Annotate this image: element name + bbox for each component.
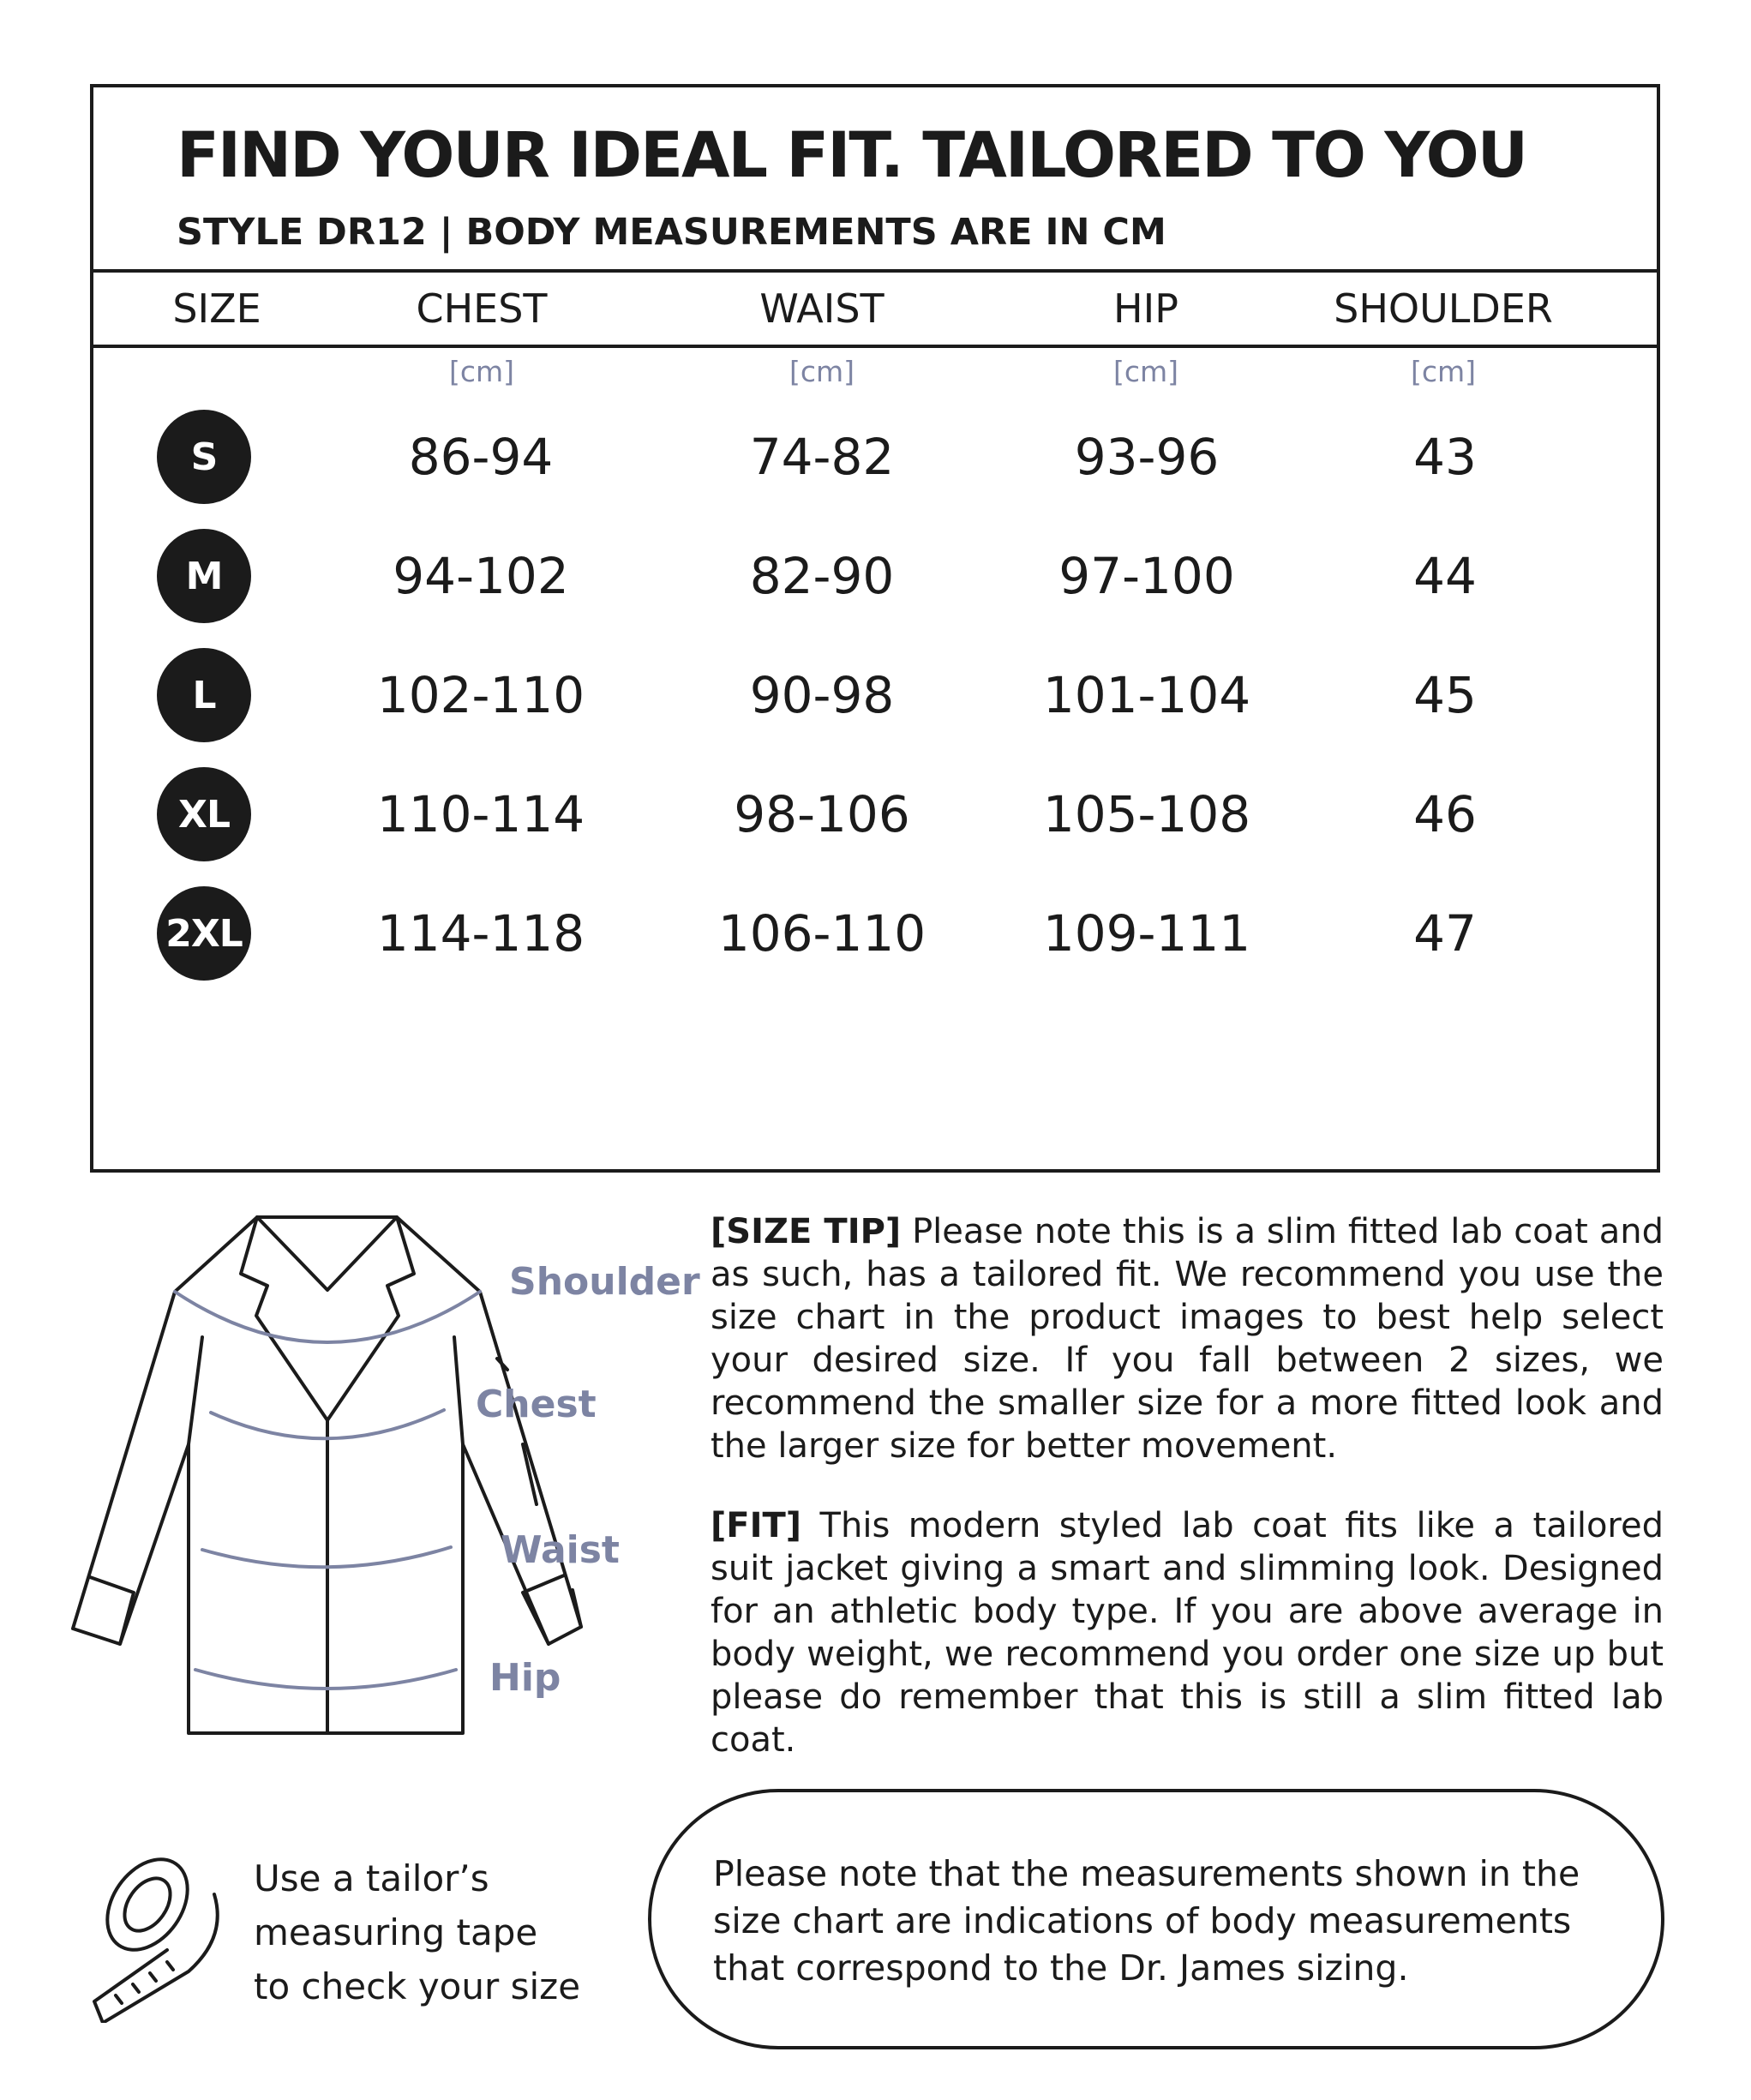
column-header-hip: HIP	[1113, 285, 1178, 332]
shoulder-value: 43	[1413, 428, 1477, 486]
size-row-2xl	[93, 886, 1658, 981]
hip-label: Hip	[489, 1656, 561, 1700]
column-header-size: SIZE	[172, 285, 261, 332]
size-row-m	[93, 529, 1658, 623]
measurement-note-text: Please note that the measurements shown in the size chart are indications of body measurements that correspond to the Dr. James sizing.	[713, 1853, 1580, 1989]
shoulder-value: 44	[1413, 547, 1477, 605]
waist-label: Waist	[501, 1528, 620, 1572]
waist-value: 74-82	[749, 428, 895, 486]
waist-value: 98-106	[734, 785, 910, 843]
shoulder-value: 45	[1413, 666, 1477, 724]
chest-value: 110-114	[376, 785, 585, 843]
column-header-shoulder: SHOULDER	[1334, 285, 1553, 332]
hip-value: 101-104	[1042, 666, 1251, 724]
tape-line: Use a tailor’s	[254, 1857, 489, 1899]
size-tip-paragraph	[711, 1210, 1664, 1467]
measuring-tape-icon	[86, 1843, 231, 2023]
size-row-l	[93, 648, 1658, 742]
column-header-waist: WAIST	[759, 285, 884, 332]
size-badge-xl: XL	[157, 767, 251, 861]
fit-text: This modern styled lab coat fits like a tailored suit jacket giving a smart and slimming look. Designed for an athletic body type. If you are above average in body weight, we recommend you order one size up but please do remember that this is still a slim fitted lab coat.	[711, 1506, 1664, 1760]
chest-unit: [cm]	[448, 355, 515, 388]
waist-value: 90-98	[749, 666, 895, 724]
tape-line: measuring tape	[254, 1911, 538, 1953]
waist-value: 82-90	[749, 547, 895, 605]
size-row-xl	[93, 767, 1658, 861]
chest-value: 94-102	[393, 547, 569, 605]
lab-coat-illustration	[60, 1200, 700, 1749]
fit-paragraph	[711, 1504, 1664, 1761]
size-badge-m: M	[157, 529, 251, 623]
measurement-note	[648, 1789, 1664, 2049]
size-row-s	[93, 410, 1658, 504]
chest-value: 102-110	[376, 666, 585, 724]
size-chart	[90, 84, 1660, 1173]
column-header-chest: CHEST	[416, 285, 548, 332]
hip-value: 97-100	[1058, 547, 1235, 605]
hip-value: 109-111	[1042, 904, 1251, 963]
tape-instruction	[254, 1851, 614, 2013]
size-tip-tag: [SIZE TIP]	[711, 1212, 902, 1251]
column-header-row	[93, 269, 1658, 348]
shoulder-value: 47	[1413, 904, 1477, 963]
fit-tag: [FIT]	[711, 1506, 802, 1545]
chest-label: Chest	[476, 1383, 597, 1426]
hip-unit: [cm]	[1112, 355, 1179, 388]
shoulder-value: 46	[1413, 785, 1477, 843]
chart-title: FIND YOUR IDEAL FIT. TAILORED TO YOU	[177, 119, 1526, 192]
size-tip-text: Please note this is a slim fitted lab coat and as such, has a tailored fit. We recommend you use the size chart in the product images to best help select your desired size. If you fall between 2 sizes, we recommend the smaller size for a more fitted look and the larger size for better movement.	[711, 1212, 1664, 1466]
waist-unit: [cm]	[789, 355, 855, 388]
hip-value: 105-108	[1042, 785, 1251, 843]
waist-value: 106-110	[717, 904, 926, 963]
chart-subtitle: STYLE DR12 | BODY MEASUREMENTS ARE IN CM	[177, 211, 1166, 254]
shoulder-unit: [cm]	[1410, 355, 1477, 388]
size-badge-l: L	[157, 648, 251, 742]
size-badge-2xl: 2XL	[157, 886, 251, 981]
shoulder-label: Shoulder	[509, 1260, 700, 1304]
chest-value: 114-118	[376, 904, 585, 963]
size-badge-s: S	[157, 410, 251, 504]
hip-value: 93-96	[1074, 428, 1220, 486]
chest-value: 86-94	[408, 428, 554, 486]
tape-line: to check your size	[254, 1965, 581, 2007]
